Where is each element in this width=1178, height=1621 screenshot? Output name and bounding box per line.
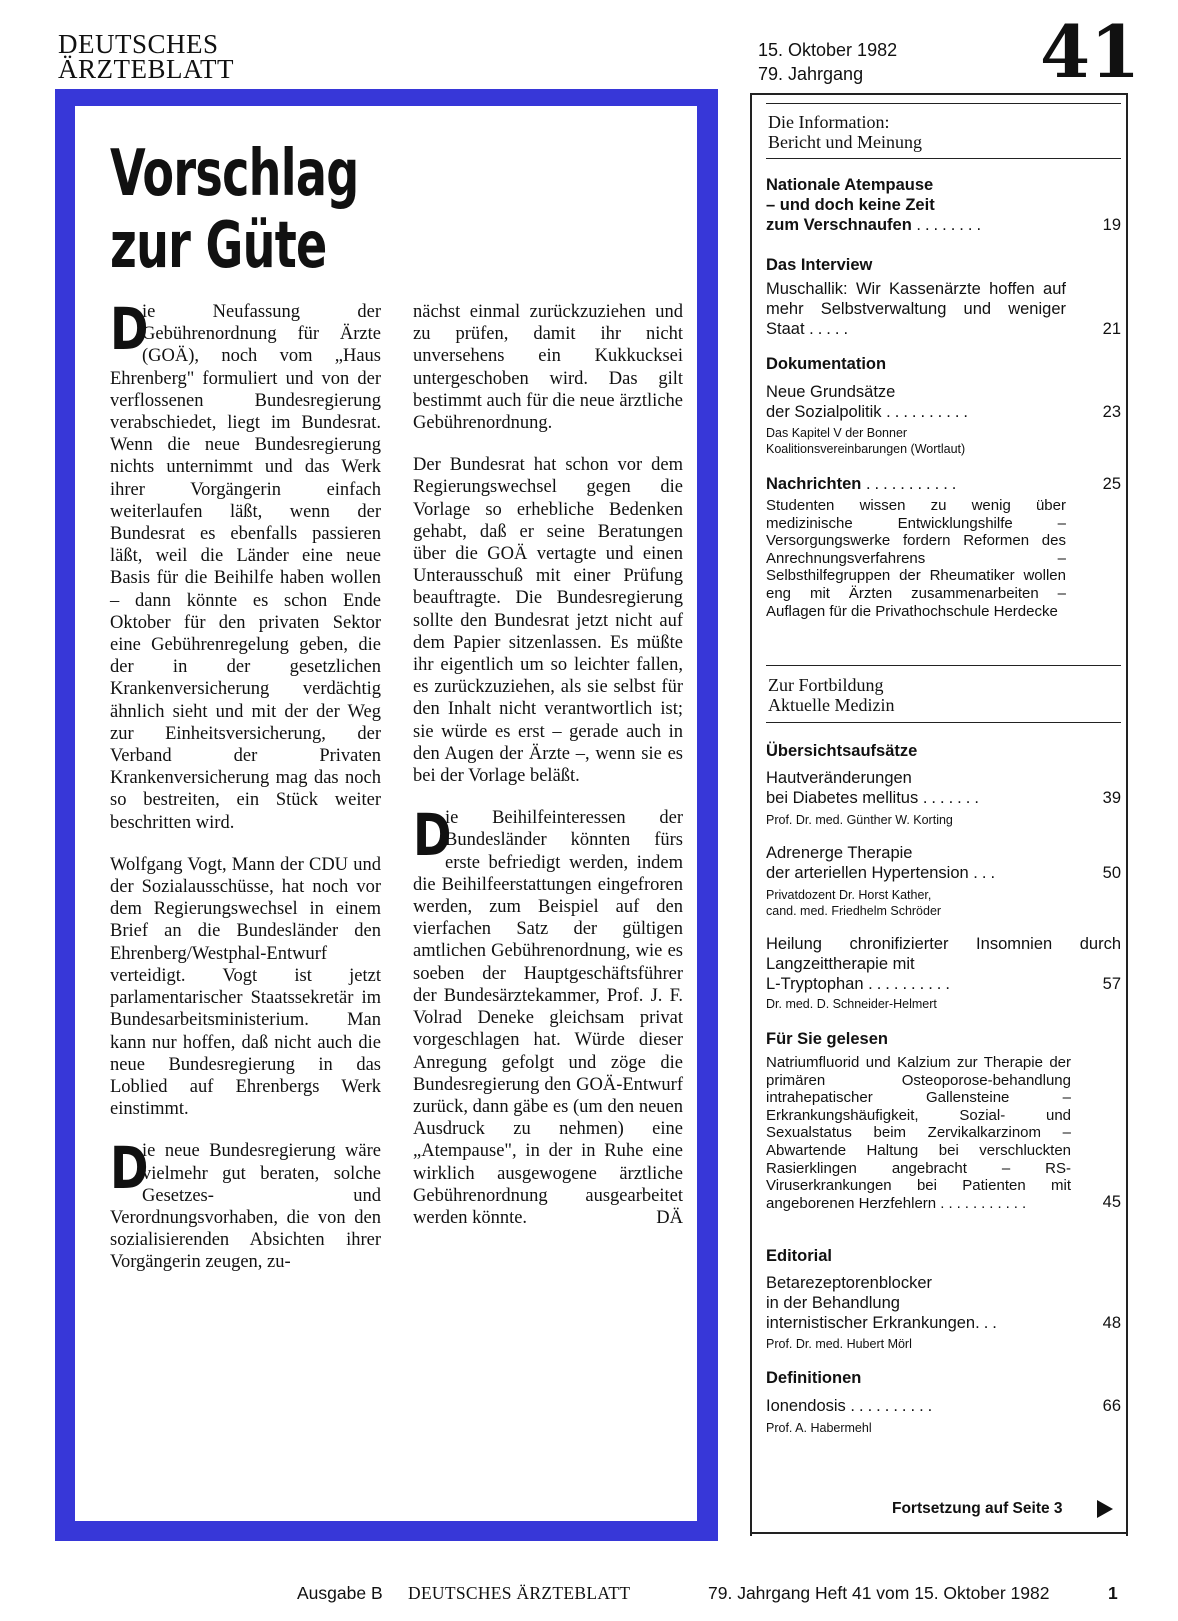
toc-entry[interactable]: Natriumfluorid und Kalzium zur Therapie der primären Osteoporose-behandlung intrahepatischer Gallensteine – Erkrankungshäufigkeit, Sozial- und Sexualstatus beim Zervikalkarzinom – Abwartende Haltung bei verschluckten Rasierklingen angebracht – RS-Viruserkrankungen bei Patienten mit angeborenen Herzfehlern ........... 45 (766, 1054, 1121, 1212)
toc-entry[interactable]: Nachrichten ........... 25 (766, 475, 1121, 493)
drop-cap: D (413, 801, 452, 870)
toc-section-heading: Übersichtsaufsätze (766, 742, 918, 760)
toc-subtitle-line: Koalitionsvereinbarungen (Wortlaut) (766, 442, 966, 456)
toc-page-number: 45 (1102, 1193, 1121, 1212)
paragraph (413, 301, 683, 434)
footer-edition: Ausgabe B (297, 1583, 383, 1603)
paragraph-text: ie Beihilfeinteressen der Bundesländer könnten fürs erste befriedigt werden, indem die Beihilfeerstattungen eingefroren werden, zum Beispiel auf den vierfachen Satz der gültigen amtlichen Gebührenordnung, wie es soeben der Hauptgeschäftsführer der Bundesärztekammer, Prof. J. F. Volrad Deneke gleichsam privat vorgeschlagen hat. Würde dieser Anregung gefolgt und zöge die Bundesregierung den GOÄ-Entwurf zurück, dann gäbe es (um den neuen Ausdruck zu nehmen) eine „Atempause", in der in Ruhe eine wirklich ausgewogene ärztliche Gebührenordnung ausgearbeitet werden könnte. (413, 808, 683, 1228)
toc-author: Prof. Dr. med. Hubert Mörl (766, 1337, 912, 1351)
toc-entry-title: Hautveränderungen (766, 769, 912, 787)
toc-page-number: 21 (1102, 320, 1121, 338)
article-column-1 (110, 295, 381, 1294)
paragraph-text: Der Bundesrat hat schon vor dem Regierungswechsel gegen die Vorlage so erhebliche Bedenken gehabt, daß er seine Beratungen über die GOÄ vertagte und einen Unterausschuß mit einer Prüfung beauftragte. Die Bundesregierung sollte den Bundesrat jetzt nicht auf dem Papier sitzenlassen. Es müßte ihr eigentlich um so leichter fallen, es zurückzuziehen, als sie selbst für den Inhalt nicht verantwortlich ist; sie würde es erst – gerade auch in den Augen der Ärzte –, wenn sie es bei der Vorlage beläßt. (413, 455, 683, 787)
toc-entry-title: in der Behandlung (766, 1294, 900, 1312)
issue-date: 15. Oktober 1982 (758, 40, 898, 60)
toc-author-line: Privatdozent Dr. Horst Kather, (766, 888, 932, 902)
toc-entry[interactable]: Nationale Atempause – und doch keine Zeit zum Verschnaufen ........ 19 (766, 176, 1121, 234)
paragraph-text: nächst einmal zurückzuziehen und zu prüfen, damit ihr nicht unversehens ein Kukkucksei untergeschoben wird. Das gilt bestimmt auch für die neue ärztliche Gebührenordnung. (413, 302, 683, 434)
toc-entry-title: bei Diabetes mellitus (766, 789, 919, 807)
toc-entry[interactable]: Muschallik: Wir Kassenärzte hoffen auf mehr Selbstverwaltung und weniger Staat ..... 21 (766, 280, 1121, 338)
toc-entry-title: Neue Grundsätze (766, 383, 896, 401)
masthead-line2: ÄRZTEBLATT (58, 54, 234, 84)
toc-author: Dr. med. D. Schneider-Helmert (766, 997, 937, 1011)
toc-entry-title: internistischer Erkrankungen (766, 1314, 976, 1332)
toc-part-line: Die Information: (768, 112, 890, 132)
toc-entry-title: Muschallik: Wir Kassenärzte hoffen auf mehr Selbstverwaltung und weniger Staat (766, 280, 1066, 338)
toc-page-number: 66 (1102, 1397, 1121, 1415)
toc-author: Prof. Dr. med. Günther W. Korting (766, 813, 953, 827)
toc-entry[interactable]: Ionendosis .......... 66 (766, 1397, 1121, 1415)
toc-page-number: 39 (1102, 789, 1121, 807)
toc-page-number: 19 (1102, 216, 1121, 234)
headline-line1: Vorschlag (110, 137, 359, 211)
toc-entry-title: Adrenerge Therapie (766, 844, 913, 862)
paragraph-text: ie Neufassung der Gebührenordnung für Ärzte (GOÄ), noch vom „Haus Ehrenberg" formuliert und von der verflossenen Bundesregierung verabschiedet, liegt im Bundesrat. Wenn die neue Bundesregierung nichts unternimmt und das Werk ihrer Vorgängerin einfach weiterlaufen läßt, wenn der Bundesrat es ebenfalls passieren läßt, weil die Länder eine neue Basis für die Beihilfe haben wollen – dann könnte es schon Ende Oktober für den privaten Sektor eine Gebührenregelung geben, die der in der gesetzlichen Krankenversicherung verdächtig ähnlich sieht und mit der der Weg zur Einheitsversicherung, der Verband der Privaten Krankenversicherung mag das noch so bestreiten, ein Stück weiter beschritten wird. (110, 302, 381, 833)
toc-entry-title: Betarezeptorenblocker (766, 1274, 933, 1292)
toc-section-heading: Nachrichten (766, 475, 862, 493)
toc-entry[interactable]: Hautveränderungen bei Diabetes mellitus ....... 39 (766, 769, 1121, 807)
continue-link[interactable]: Fortsetzung auf Seite 3 (892, 1500, 1063, 1517)
toc-entry-title: der Sozialpolitik (766, 403, 882, 421)
toc-entry-title: – und doch keine Zeit (766, 196, 935, 214)
paragraph (413, 801, 683, 1229)
toc-entry-title: Heilung chronifizierter Insomnien durch Langzeittherapie mit (766, 935, 1121, 973)
divider (766, 665, 1121, 666)
toc-entry[interactable]: Heilung chronifizierter Insomnien durch Langzeittherapie mit L-Tryptophan .......... 57 (766, 935, 1121, 993)
paragraph (413, 454, 683, 787)
toc-part-line: Zur Fortbildung (768, 675, 884, 695)
toc-entry[interactable]: Adrenerge Therapie der arteriellen Hypertension ... 50 (766, 844, 1121, 882)
toc-section-heading: Editorial (766, 1247, 833, 1265)
toc-entry-title: Nationale Atempause (766, 176, 934, 194)
drop-cap: D (110, 1134, 149, 1203)
toc-entry[interactable]: Neue Grundsätze der Sozialpolitik .......... 23 (766, 383, 1121, 421)
toc-entry-title: L-Tryptophan (766, 975, 864, 993)
divider (766, 722, 1121, 723)
toc-entry-title: der arteriellen Hypertension (766, 864, 969, 882)
toc-page-number: 57 (1102, 975, 1121, 993)
toc-section-heading: Dokumentation (766, 355, 887, 373)
issue-number: 41 (1040, 9, 1141, 94)
article-headline (110, 138, 358, 282)
toc-section-heading: Definitionen (766, 1369, 862, 1387)
footer-issue-info: 79. Jahrgang Heft 41 vom 15. Oktober 1982 (708, 1583, 1050, 1603)
toc-author-line: cand. med. Friedhelm Schröder (766, 904, 942, 918)
toc-bottom-rule (750, 1532, 1128, 1534)
paragraph (110, 854, 381, 1120)
issue-info (758, 38, 897, 86)
toc-part-line: Aktuelle Medizin (768, 695, 895, 715)
masthead-logo (58, 29, 234, 84)
toc-part-heading (768, 112, 922, 152)
toc-part-heading (768, 675, 894, 715)
toc-section-heading: Das Interview (766, 256, 873, 274)
toc-page-number: 23 (1102, 403, 1121, 421)
toc-entry-title: Natriumfluorid und Kalzium zur Therapie der primären Osteoporose-behandlung intrahepatischer Gallensteine – Erkrankungshäufigkeit, Sozial- und Sexualstatus beim Zervikalkarzinom – Abwartende Haltung bei verschluckten Rasierklingen angebracht – RS-Viruserkrankungen bei Patienten mit angeborenen Herzfehlern (766, 1054, 1071, 1212)
toc-news-summary: Studenten wissen zu wenig über medizinische Entwicklungshilfe – Versorgungswerke fordern Reformen des Anrechnungsverfahrens – Selbsthilfegruppen der Rheumatiker wollen eng mit Ärzten zusammenarbeiten – Auflagen für die Privathochschule Herdecke (766, 497, 1066, 620)
article-column-2 (413, 301, 683, 1249)
toc-author: Prof. A. Habermehl (766, 1421, 872, 1435)
divider (766, 103, 1121, 104)
issue-volume: 79. Jahrgang (758, 64, 864, 84)
article-signature: DÄ (656, 1207, 683, 1228)
drop-cap: D (110, 295, 149, 363)
paragraph (110, 295, 381, 834)
toc-part-line: Bericht und Meinung (768, 132, 922, 152)
toc-page-number: 25 (1102, 475, 1121, 493)
headline-line2: zur Güte (110, 209, 327, 283)
paragraph (110, 1134, 381, 1273)
toc-section-heading: Für Sie gelesen (766, 1030, 888, 1048)
toc-entry[interactable]: Betarezeptorenblocker in der Behandlung internistischer Erkrankungen... 48 (766, 1274, 1121, 1332)
toc-page-number: 50 (1102, 864, 1121, 882)
paragraph-text: ie neue Bundesregierung wäre vielmehr gut beraten, solche Gesetzes- und Verordnungsvorhaben, die von den sozialisierenden Absichten ihrer Vorgängerin zeugen, zu- (110, 1141, 381, 1273)
toc-subtitle-line: Das Kapitel V der Bonner (766, 426, 908, 440)
toc-subtitle (766, 425, 1096, 457)
toc-page-number: 48 (1102, 1314, 1121, 1332)
page-number: 1 (1108, 1583, 1118, 1603)
toc-entry-title: zum Verschnaufen (766, 216, 912, 234)
divider (766, 158, 1121, 159)
toc-author (766, 887, 1096, 919)
footer-title: DEUTSCHES ÄRZTEBLATT (408, 1583, 631, 1603)
triangle-right-icon (1097, 1500, 1113, 1518)
toc-entry-title: Ionendosis (766, 1397, 846, 1415)
masthead-line1: DEUTSCHES (58, 29, 219, 59)
paragraph-text: Wolfgang Vogt, Mann der CDU und der Sozialausschüsse, hat noch vor dem Regierungswechsel in einem Brief an die Bundesländer den Ehrenberg/Westphal-Entwurf verteidigt. Vogt ist jetzt parlamentarischer Staatssekretär im Bundesarbeitsministerium. Man kann nur hoffen, daß nicht auch die neue Bundesregierung in das Loblied auf Ehrenbergs Werk einstimmt. (110, 854, 381, 1120)
